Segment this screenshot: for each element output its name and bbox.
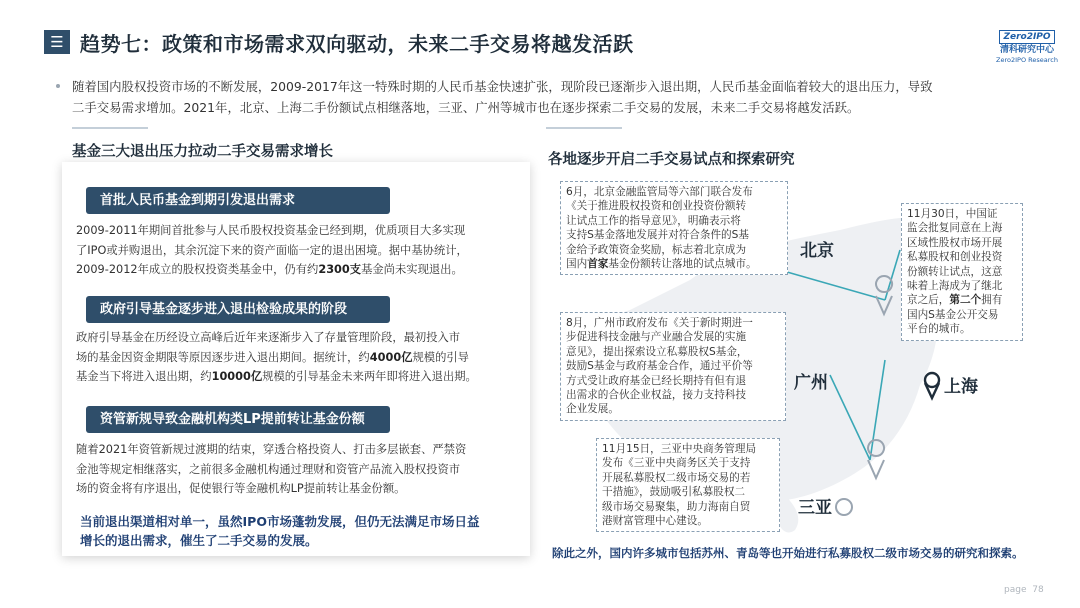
note-shanghai: 11月30日，中国证 监会批复同意在上海 区域性股权市场开展 私募股权和创业投资 份额转让试点，这意 味着上海成为了继北 京之后，第二个拥有 国内S基金公开交易 平台的城市。: [901, 203, 1023, 341]
note-beijing: 6月，北京金融监管局等六部门联合发布 《关于推进股权投资和创业投资份额转 让试点工作的指导意见》，明确表示将 支持S基金落地发展并对符合条件的S基 金给予政策资金奖励，标志着北京成为 国内首家基金份额转让落地的试点城市。: [560, 181, 788, 275]
note-sanya: 11月15日，三亚中央商务管理局 发布《三亚中央商务区关于支持 开展私募股权二级市场交易的若 干措施》，鼓励吸引私募股权二 级市场交易聚集，助力海南自贸 港财富管理中心建设。: [596, 438, 780, 532]
page-title: 趋势七：政策和市场需求双向驱动，未来二手交易将越发活跃: [80, 32, 634, 56]
pin-icon-shanghai: [925, 373, 939, 398]
section-paragraph: 随着2021年资管新规过渡期的结束，穿透合格投资人、打击多层嵌套、严禁资 金池等规定相继落实，之前很多金融机构通过理财和资管产品流入股权投资市 场的资金将有序退出，促使银行等金融机构LP提前转让基金份额。: [76, 443, 467, 495]
section-heading: 资管新规导致金融机构类LP提前转让基金份额: [86, 406, 390, 433]
city-label-sanya: 三亚: [798, 498, 832, 518]
page-number: page 78: [1004, 585, 1044, 595]
menu-icon: ☰: [44, 30, 70, 54]
section-heading: 政府引导基金逐步进入退出检验成果的阶段: [86, 296, 390, 323]
left-section-title: 基金三大退出压力拉动二手交易需求增长: [72, 144, 333, 160]
right-bottom-note: 除此之外，国内许多城市包括苏州、青岛等也开始进行私募股权二级市场交易的研究和探索。: [552, 546, 1024, 560]
left-conclusion: 当前退出渠道相对单一，虽然IPO市场蓬勃发展，但仍无法满足市场日益 增长的退出需求，催生了二手交易的发展。: [80, 514, 480, 548]
section-heading: 首批人民币基金到期引发退出需求: [86, 187, 390, 214]
logo-cn: 清科研究中心: [999, 45, 1054, 55]
city-label-shanghai: 上海: [944, 377, 978, 397]
intro-line: 随着国内股权投资市场的不断发展，2009-2017年这一特殊时期的人民币基金快速扩张，现阶段已逐渐步入退出期，人民币基金面临着较大的退出压力，导致: [72, 79, 933, 94]
bullet-icon: [56, 84, 60, 88]
note-guangzhou: 8月，广州市政府发布《关于新时期进一 步促进科技金融与产业融合发展的实施 意见》，提出探索设立私募股权S基金， 鼓励S基金与政府基金合作，通过平价等 方式受让政府基金已经长期持有但有退 出需求的合伙企业权益，接力支持科技 企业发展。: [560, 312, 786, 421]
logo-en: Zero2IPO Research: [996, 56, 1058, 64]
right-section-title: 各地逐步开启二手交易试点和探索研究: [548, 152, 795, 168]
intro-paragraph: [72, 76, 1038, 118]
city-label-guangzhou: 广州: [794, 373, 828, 393]
logo: [994, 24, 1060, 64]
section-paragraph: 2009-2011年期间首批参与人民币股权投资基金已经到期，优质项目大多实现 了IPO或并购退出，其余沉淀下来的资产面临一定的退出困境。据中基协统计， 2009-2012年成立的股权投资类基金中，仍有约2300支基金尚未实现退出。: [76, 224, 468, 276]
logo-brand: Zero2IPO: [999, 30, 1054, 44]
divider: [546, 127, 622, 129]
pin-icon-sanya: [836, 499, 852, 515]
intro-line: 二手交易需求增加。2021年，北京、上海二手份额试点相继落地，三亚、广州等城市也在逐步探索二手交易的发展，未来二手交易将越发活跃。: [72, 100, 860, 115]
divider: [72, 127, 148, 129]
city-label-beijing: 北京: [800, 241, 834, 261]
section-paragraph: 政府引导基金在历经设立高峰后近年来逐渐步入了存量管理阶段，最初投入市 场的基金因资金期限等原因逐步进入退出期间。据统计，约4000亿规模的引导 基金当下将进入退出期，约10000亿规模的引导基金未来两年即将进入退出期。: [76, 331, 477, 383]
